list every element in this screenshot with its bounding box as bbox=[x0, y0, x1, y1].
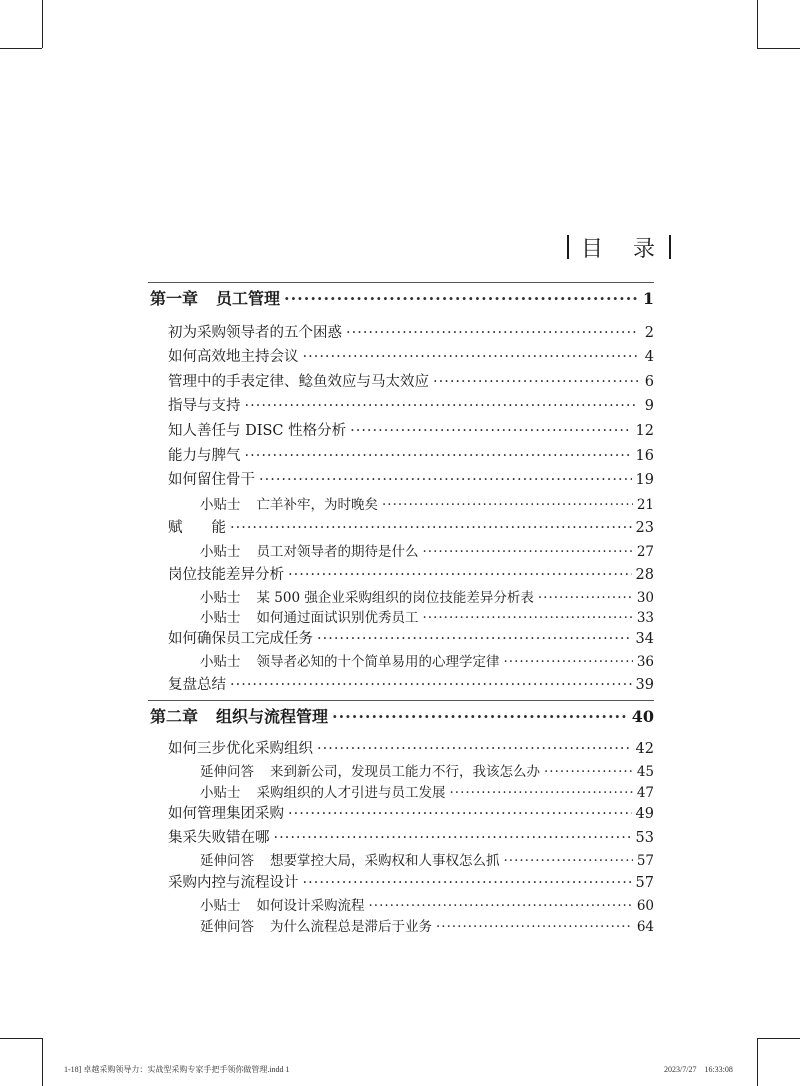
entry-title: 如何留住骨干 bbox=[168, 472, 255, 488]
entry-tag: 小贴士 bbox=[200, 544, 241, 560]
entry-title: 想要掌控大局，采购权和人事权怎么抓 bbox=[270, 853, 500, 869]
entry-title: 员工对领导者的期待是什么 bbox=[256, 544, 419, 560]
page-number: 19 bbox=[635, 472, 654, 488]
toc-entry[interactable] bbox=[168, 673, 654, 695]
crop-mark bbox=[42, 0, 43, 48]
entry-title: 能力与脾气 bbox=[168, 448, 241, 464]
leader-dots bbox=[332, 707, 628, 726]
leader-dots bbox=[504, 853, 633, 869]
chapter-divider bbox=[148, 282, 654, 283]
entry-title: 管理中的手表定律、鲶鱼效应与马太效应 bbox=[168, 374, 429, 390]
chapter-number: 第二章 bbox=[150, 707, 199, 726]
leader-dots bbox=[544, 764, 633, 780]
chapter-number: 第一章 bbox=[150, 289, 199, 308]
chapter-title: 组织与流程管理 bbox=[216, 707, 329, 726]
tip-entry[interactable] bbox=[200, 894, 654, 916]
page-number: 30 bbox=[636, 590, 654, 606]
crop-mark bbox=[757, 0, 758, 48]
tip-entry[interactable] bbox=[200, 915, 654, 937]
entry-title: 指导与支持 bbox=[168, 398, 241, 414]
tip-entry[interactable] bbox=[200, 650, 654, 672]
toc-entry[interactable] bbox=[168, 802, 654, 824]
entry-title: 岗位技能差异分析 bbox=[168, 567, 284, 583]
leader-dots bbox=[538, 590, 633, 606]
heading-bar-right bbox=[669, 235, 671, 259]
toc-entry[interactable] bbox=[168, 737, 654, 759]
entry-title: 采购内控与流程设计 bbox=[168, 875, 299, 891]
leader-dots bbox=[382, 497, 633, 513]
leader-dots bbox=[245, 398, 639, 414]
toc-entry[interactable] bbox=[168, 419, 654, 441]
entry-title: 来到新公司，发现员工能力不行，我该怎么办 bbox=[270, 764, 540, 780]
page-number: 23 bbox=[635, 520, 654, 536]
chapter-entry[interactable] bbox=[150, 704, 654, 726]
entry-title: 领导者必知的十个简单易用的心理学定律 bbox=[256, 654, 500, 670]
toc-entry[interactable] bbox=[168, 370, 654, 392]
toc-entry[interactable] bbox=[168, 871, 654, 893]
crop-mark bbox=[757, 48, 800, 49]
print-slug-timestamp: 2023/7/27 16:33:08 bbox=[664, 1065, 733, 1074]
tip-entry[interactable] bbox=[200, 493, 654, 515]
crop-mark bbox=[757, 1038, 758, 1086]
leader-dots bbox=[423, 610, 633, 626]
entry-tag: 小贴士 bbox=[200, 898, 241, 914]
leader-dots bbox=[274, 830, 632, 846]
entry-title: 如何设计采购流程 bbox=[256, 898, 365, 914]
tip-entry[interactable] bbox=[200, 849, 654, 871]
entry-title: 某 500 强企业采购组织的岗位技能差异分析表 bbox=[256, 590, 534, 606]
page-number: 60 bbox=[636, 898, 654, 914]
page-number: 4 bbox=[644, 349, 654, 365]
leader-dots bbox=[369, 898, 633, 914]
entry-tag: 延伸问答 bbox=[200, 919, 254, 935]
leader-dots bbox=[423, 544, 633, 560]
entry-title: 如何管理集团采购 bbox=[168, 806, 284, 822]
entry-tag: 小贴士 bbox=[200, 497, 241, 513]
page-number: 57 bbox=[636, 853, 654, 869]
toc-heading bbox=[564, 232, 674, 262]
entry-tag: 延伸问答 bbox=[200, 853, 254, 869]
entry-title: 集采失败错在哪 bbox=[168, 830, 270, 846]
page-number: 12 bbox=[635, 423, 654, 439]
leader-dots bbox=[303, 875, 632, 891]
entry-title: 如何确保员工完成任务 bbox=[168, 631, 313, 647]
page-number: 64 bbox=[636, 919, 654, 935]
heading-char: 录 bbox=[633, 236, 658, 262]
page-number: 33 bbox=[636, 610, 654, 626]
page-number: 21 bbox=[636, 497, 654, 513]
entry-tag: 小贴士 bbox=[200, 785, 241, 801]
page-number: 9 bbox=[644, 398, 654, 414]
page-number: 39 bbox=[635, 677, 654, 693]
page-number: 1 bbox=[642, 289, 654, 308]
leader-dots bbox=[433, 374, 638, 390]
page-number: 28 bbox=[635, 567, 654, 583]
page-number: 27 bbox=[636, 544, 654, 560]
leader-dots bbox=[303, 349, 639, 365]
toc-entry[interactable] bbox=[168, 627, 654, 649]
toc-entry[interactable] bbox=[168, 516, 654, 538]
tip-entry[interactable] bbox=[200, 760, 654, 782]
page-number: 47 bbox=[636, 785, 654, 801]
chapter-title: 员工管理 bbox=[216, 289, 281, 308]
page-number: 49 bbox=[635, 806, 654, 822]
page-number: 34 bbox=[635, 631, 654, 647]
leader-dots bbox=[317, 741, 632, 757]
leader-dots bbox=[259, 472, 632, 488]
crop-mark bbox=[757, 1038, 800, 1039]
toc-entry[interactable] bbox=[168, 321, 654, 343]
leader-dots bbox=[245, 448, 632, 464]
toc-entry[interactable] bbox=[168, 394, 654, 416]
tip-entry[interactable] bbox=[200, 586, 654, 608]
tip-entry[interactable] bbox=[200, 606, 654, 628]
crop-mark bbox=[0, 48, 42, 49]
entry-title: 如何高效地主持会议 bbox=[168, 349, 299, 365]
page-number: 53 bbox=[635, 830, 654, 846]
entry-tag: 小贴士 bbox=[200, 654, 241, 670]
entry-title: 为什么流程总是滞后于业务 bbox=[270, 919, 432, 935]
leader-dots bbox=[346, 325, 638, 341]
heading-char: 目 bbox=[580, 236, 605, 262]
crop-mark bbox=[42, 1038, 43, 1086]
entry-title: 如何通过面试识别优秀员工 bbox=[256, 610, 419, 626]
entry-tag: 小贴士 bbox=[200, 590, 241, 606]
toc-entry[interactable] bbox=[168, 345, 654, 367]
entry-title: 如何三步优化采购组织 bbox=[168, 741, 313, 757]
leader-dots bbox=[288, 806, 632, 822]
tip-entry[interactable] bbox=[200, 540, 654, 562]
leader-dots bbox=[317, 631, 632, 647]
toc-entry[interactable] bbox=[168, 444, 654, 466]
leader-dots bbox=[504, 654, 633, 670]
leader-dots bbox=[450, 785, 633, 801]
page-number: 45 bbox=[636, 764, 654, 780]
leader-dots bbox=[350, 423, 631, 439]
entry-title: 知人善任与 DISC 性格分析 bbox=[168, 423, 347, 439]
chapter-entry[interactable] bbox=[150, 286, 654, 308]
crop-mark bbox=[0, 1038, 42, 1039]
leader-dots bbox=[230, 520, 632, 536]
page-number: 42 bbox=[635, 741, 654, 757]
entry-title: 复盘总结 bbox=[168, 677, 226, 693]
print-slug-file: 1-18] 卓越采购领导力：实战型采购专家手把手领你做管理.indd 1 bbox=[64, 1065, 290, 1074]
heading-bar-left bbox=[567, 235, 569, 259]
toc-entry[interactable] bbox=[168, 563, 654, 585]
leader-dots bbox=[436, 919, 633, 935]
leader-dots bbox=[230, 677, 632, 693]
entry-title: 初为采购领导者的五个困惑 bbox=[168, 325, 342, 341]
chapter-divider bbox=[148, 700, 654, 701]
page-number: 57 bbox=[635, 875, 654, 891]
entry-tag: 延伸问答 bbox=[200, 764, 254, 780]
tip-entry[interactable] bbox=[200, 781, 654, 803]
entry-tag: 小贴士 bbox=[200, 610, 241, 626]
page-number: 36 bbox=[636, 654, 654, 670]
toc-entry[interactable] bbox=[168, 826, 654, 848]
leader-dots bbox=[284, 289, 638, 308]
entry-title: 赋 能 bbox=[168, 520, 226, 536]
entry-title: 亡羊补牢，为时晚矣 bbox=[256, 497, 378, 513]
leader-dots bbox=[288, 567, 632, 583]
entry-title: 采购组织的人才引进与员工发展 bbox=[256, 785, 446, 801]
page-number: 6 bbox=[644, 374, 654, 390]
toc-entry[interactable] bbox=[168, 468, 654, 490]
page-number: 2 bbox=[644, 325, 654, 341]
page-number: 16 bbox=[635, 448, 654, 464]
page-number: 40 bbox=[631, 707, 654, 726]
